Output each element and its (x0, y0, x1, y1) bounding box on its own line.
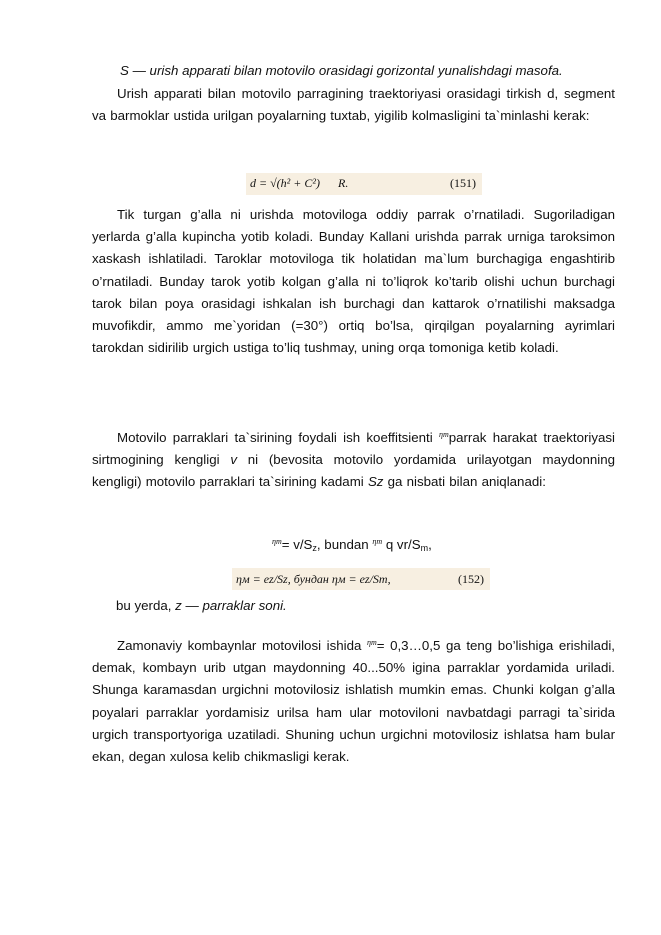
efficiency-text-d: ga nisbati bilan aniqlanadi: (383, 474, 546, 490)
equation-152-formula: ηм = ez/Sz, бундан ηм = ez/Sm, (236, 572, 391, 586)
symbol-sz: Sz (367, 474, 384, 490)
inline-eq-sub: m (420, 543, 429, 553)
paragraph-gap: Urish apparati bilan motovilo parragining traektoriyasi orasidagi tirkish d, segment va barmoklar ustida urilgan poyalarning tuxtab, yigilib kolmasligini ta`minlashi kerak: (92, 86, 615, 124)
equation-152-number: (152) (458, 572, 484, 586)
conclusion-text-a: Zamonaviy kombaynlar motovilosi ishida (117, 638, 367, 653)
where-definition: parraklar soni. (202, 598, 287, 613)
paragraph-conclusion (92, 632, 615, 768)
equation-151-unit: R. (338, 176, 349, 190)
inline-equation (272, 537, 432, 553)
efficiency-text-c: ni (bevosita motovilo yordamida urilayotgan maydonning kengligi) motovilo parraklari ta`sirining kadami (92, 452, 615, 490)
equation-152 (232, 568, 490, 590)
symbol-v: v (230, 452, 237, 468)
where-dash: — (181, 598, 203, 613)
conclusion-text-b: = 0,3…0,5 ga teng bo’lishiga erishiladi, demak, kombayn urib utgan maydonning 40...50% igina parraklar yordamida uriladi. Shunga karamasdan urgichni motovilosiz ishlatish mumkin emas. Chunki kolgan g’alla poyalari parraklar yordamisiz urilsa ham ular motoviloni navbatdagi parragi ta`sirida urgich transportyoriga uzatiladi. Shuning uchun urgichni motovilosiz ishlatsa ham bular ekan, degan xulosa kelib chikmasligi kerak. (92, 638, 615, 765)
definition-text: — urish apparati bilan motovilo orasidagi gorizontal yunalishdagi masofa. (128, 63, 563, 78)
inline-eq-part: , (428, 537, 432, 552)
efficiency-text-a: Motovilo parraklari ta`sirining foydali ish koeffitsienti (117, 430, 439, 445)
symbol-z: z (175, 598, 182, 613)
equation-151-formula: d = √(h² + C²) (250, 176, 320, 190)
inline-eq-part: = v/S (281, 537, 313, 552)
efficiency-text-b: parrak harakat traektoriyasi sirtmogining kengligi (92, 430, 615, 468)
paragraph-efficiency (92, 424, 615, 494)
definition-line (120, 63, 563, 78)
inline-eq-part: , bundan (316, 537, 373, 552)
eta-symbol: ηm (372, 537, 383, 546)
where-line (116, 598, 287, 613)
where-text: bu yerda, (116, 598, 176, 613)
eta-symbol: ηm (438, 430, 449, 439)
equation-151 (246, 173, 482, 195)
eta-symbol: ηm (272, 537, 282, 546)
symbol-s: S (120, 63, 129, 78)
paragraph-reel-teeth: Tik turgan g’alla ni urishda motoviloga oddiy parrak o’rnatiladi. Sugoriladigan yerlarda g’alla kupincha yotib koladi. Bunday Kallani urishda parrak urniga taroksimon xaskash ishlatiladi. Taroklar motoviloga tik holatidan ma`lum burchagiga engashtirib o’rnatiladi. Bunday tarok yotib kolgan g’alla ni to’liqrok ko’tarib olishi uchun burchagi tarok bilan poya orasidagi ishkalan ish burchagi dan kattarok o’rnatilishi maksadga muvofikdir, ammo me`yoridan (=30°) ortiq bo’lsa, qirqilgan poyalarning ayrimlari tarokdan sidirilib urgich ustiga to’liq tushmay, uning orqa tomoniga ketib koladi. (92, 207, 615, 356)
eta-symbol: ηm (366, 638, 377, 647)
inline-eq-sub: z (312, 543, 317, 553)
inline-eq-part: q vr/S (382, 537, 421, 552)
equation-151-number: (151) (450, 176, 476, 190)
